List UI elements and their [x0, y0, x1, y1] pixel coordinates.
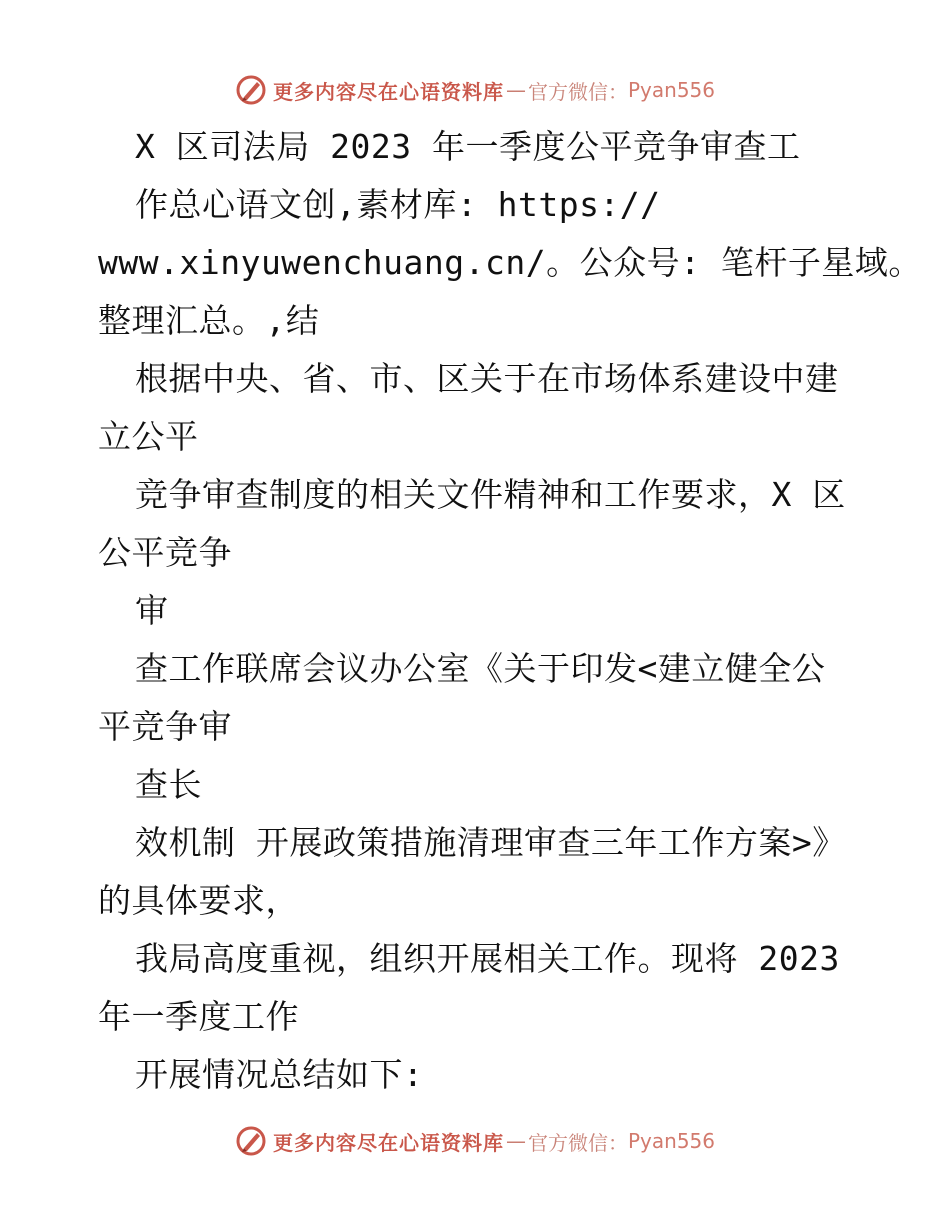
text-line: 效机制 开展政策措施清理审查三年工作方案>》 [135, 823, 846, 862]
watermark-banner-bottom [0, 1121, 950, 1161]
text-line: 查工作联席会议办公室《关于印发<建立健全公 [135, 649, 826, 688]
text-line: 平竞争审 [98, 707, 232, 746]
text-line: 立公平 [98, 417, 199, 456]
text-line: 作总心语文创,素材库: https:// [135, 185, 661, 224]
text-line: 我局高度重视，组织开展相关工作。现将 2023 [135, 939, 840, 978]
watermark-separator: — [505, 1129, 526, 1153]
text-line: www.xinyuwenchuang.cn/。公众号: 笔杆子星域。 [98, 243, 922, 282]
watermark-wechat-id: Pyan556 [627, 78, 715, 102]
text-line: X 区司法局 2023 年一季度公平竞争审查工 [135, 127, 801, 166]
watermark-wechat-label: 官方微信： [527, 1130, 628, 1155]
text-line: 竞争审查制度的相关文件精神和工作要求，X 区 [135, 475, 846, 514]
text-line: 公平竞争 [98, 533, 232, 572]
text-line: 根据中央、省、市、区关于在市场体系建设中建 [135, 359, 839, 398]
text-line: 整理汇总。,结 [98, 301, 320, 340]
watermark-brand: 更多内容尽在心语资料库 [272, 79, 504, 104]
text-line: 年一季度工作 [98, 997, 299, 1036]
text-line: 开展情况总结如下: [135, 1055, 424, 1094]
watermark-separator: — [505, 78, 526, 102]
text-line: 的具体要求， [98, 881, 299, 920]
pen-seal-icon [235, 74, 267, 106]
watermark-banner-top [0, 70, 950, 110]
watermark-wechat-id: Pyan556 [627, 1129, 715, 1153]
document-body [98, 118, 922, 1104]
text-line: 查长 [135, 765, 202, 804]
pen-seal-icon [235, 1125, 267, 1157]
watermark-wechat-label: 官方微信： [527, 79, 628, 104]
text-line: 审 [135, 591, 169, 630]
watermark-brand: 更多内容尽在心语资料库 [272, 1130, 504, 1155]
